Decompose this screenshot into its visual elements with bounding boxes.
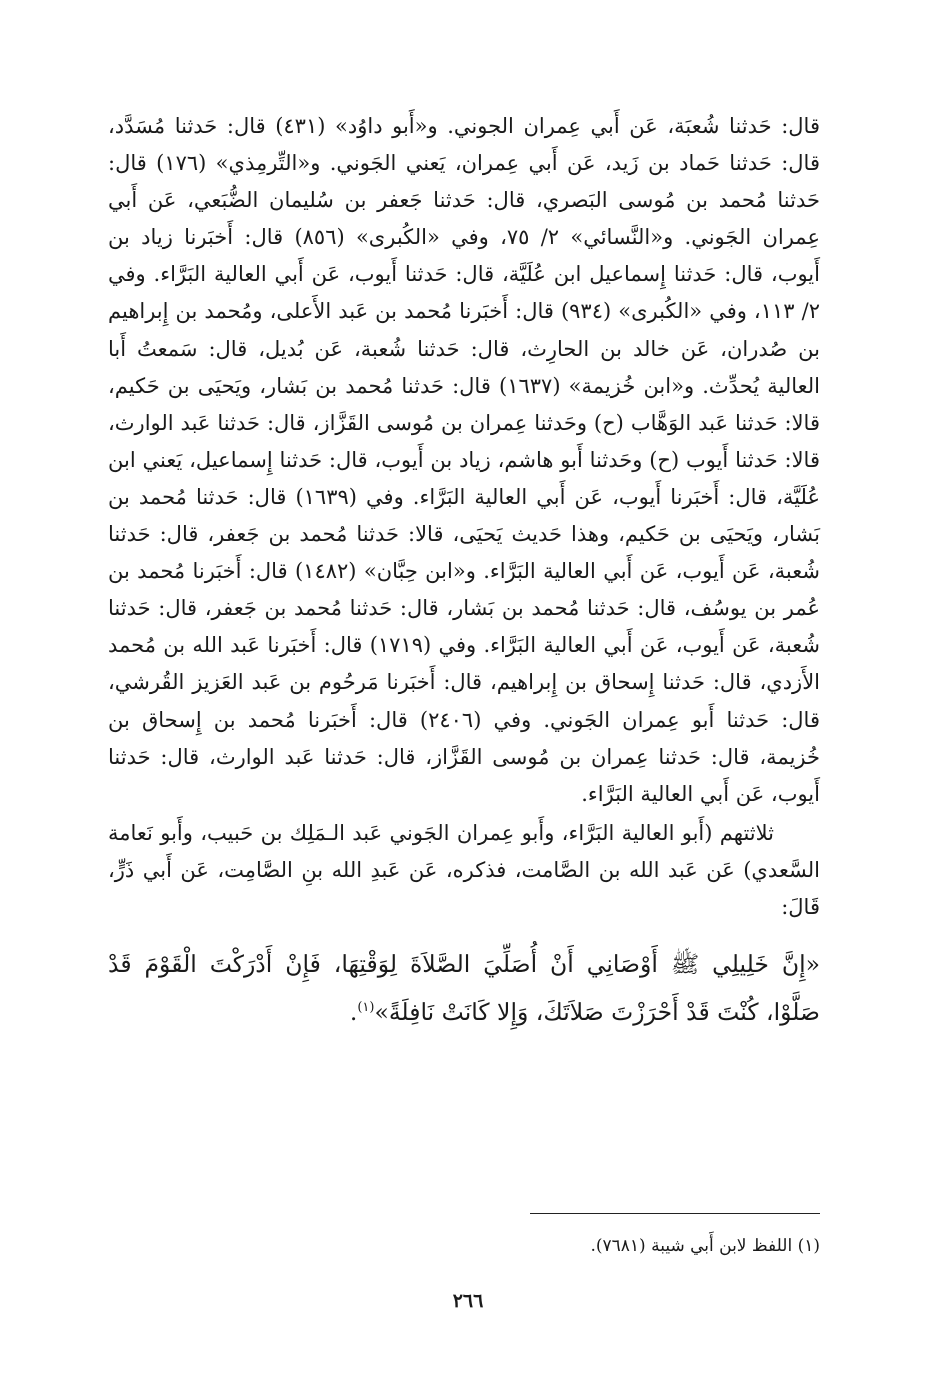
footnote-divider [530, 1213, 820, 1214]
hadith-text [108, 940, 820, 1036]
hadith-body: «إِنَّ خَلِيلِي ﷺ أَوْصَانِي أَنْ أُصَلِّيَ الصَّلاَةَ لِوَقْتِهَا، فَإِنْ أَدْرَكْتَ الْقَوْمَ قَدْ صَلَّوْا، كُنْتَ قَدْ أَحْرَزْتَ صَلاَتَكَ، وَإِلا كَانَتْ نَافِلَةً» [108, 950, 820, 1027]
page-number: ٢٦٦ [452, 1290, 484, 1312]
main-text-block [108, 108, 820, 1036]
summary-paragraph: ثلاثتهم (أَبو العالية البَرَّاء، وأَبو عِمران الجَوني عَبد الـمَلِك بن حَبيب، وأَبو نَعامة السَّعدي) عَن عَبد الله بن الصَّامت، فذكره، عَن عَبدِ الله بنِ الصَّامِت، عَن أَبي ذَرٍّ، قَالَ: [108, 820, 820, 919]
isnad-paragraph: قال: حَدثنا شُعبَة، عَن أَبي عِمران الجوني. و«أَبو داوُد» (٤٣١) قال: حَدثنا مُسَدَّد، قال: حَدثنا حَماد بن زَيد، عَن أَبي عِمران، يَعني الجَوني. و«التِّرمِذي» (١٧٦) قال: حَدثنا مُحمد بن مُوسى البَصري، قال: حَدثنا جَعفر بن سُليمان الضُّبَعي، عَن أَبي عِمران الجَوني. و«النَّسائي» ٢/ ٧٥، وفي «الكُبرى» (٨٥٦) قال: أَخبَرنا زياد بن أَيوب، قال: حَدثنا إِسماعيل ابن عُلَيَّة، قال: حَدثنا أَيوب، عَن أَبي العالية البَرَّاء. وفي ٢/ ١١٣، وفي «الكُبرى» (٩٣٤) قال: أَخبَرنا مُحمد بن عَبد الأَعلى، ومُحمد بن إِبراهيم بن صُدران، عَن خالد بن الحارِث، قال: حَدثنا شُعبة، عَن بُديل، قال: سَمعتُ أَبا العالية يُحدِّث. و«ابن خُزيمة» (١٦٣٧) قال: حَدثنا مُحمد بن بَشار، ويَحيَى بن حَكيم، قالا: حَدثنا عَبد الوَهَّاب (ح) وحَدثنا عِمران بن مُوسى القَزَّاز، قال: حَدثنا عَبد الوارث، قالا: حَدثنا أَيوب (ح) وحَدثنا أَبو هاشم، زياد بن أَيوب، قال: حَدثنا إِسماعيل، يَعني ابن عُلَيَّة، قال: أَخبَرنا أَيوب، عَن أَبي العالية البَرَّاء. وفي (١٦٣٩) قال: حَدثنا مُحمد بن بَشار، ويَحيَى بن حَكيم، وهذا حَديث يَحيَى، قالا: حَدثنا مُحمد بن جَعفر، قال: حَدثنا شُعبة، عَن أَيوب، عَن أَبي العالية البَرَّاء. و«ابن حِبَّان» (١٤٨٢) قال: أَخبَرنا مُحمد بن عُمر بن يوسُف، قال: حَدثنا مُحمد بن بَشار، قال: حَدثنا مُحمد بن جَعفر، قال: حَدثنا شُعبة، عَن أَيوب، عَن أَبي العالية البَرَّاء. وفي (١٧١٩) قال: أَخبَرنا عَبد الله بن مُحمد الأَزدي، قال: حَدثنا إِسحاق بن إِبراهيم، قال: أَخبَرنا مَرحُوم بن عَبد العَزيز القُرشي، قال: حَدثنا أَبو عِمران الجَوني. وفي (٢٤٠٦) قال: أَخبَرنا مُحمد بن إِسحاق بن خُزيمة، قال: حَدثنا عِمران بن مُوسى القَزَّاز، قال: حَدثنا عَبد الوارث، قال: حَدثنا أَيوب، عَن أَبي العالية البَرَّاء. [108, 114, 821, 806]
footnote: (١) اللفظ لابن أَبي شيبة (٧٦٨١). [590, 1236, 820, 1256]
footnote-reference: (١) [357, 1000, 375, 1016]
hadith-end-mark: . [349, 998, 358, 1027]
